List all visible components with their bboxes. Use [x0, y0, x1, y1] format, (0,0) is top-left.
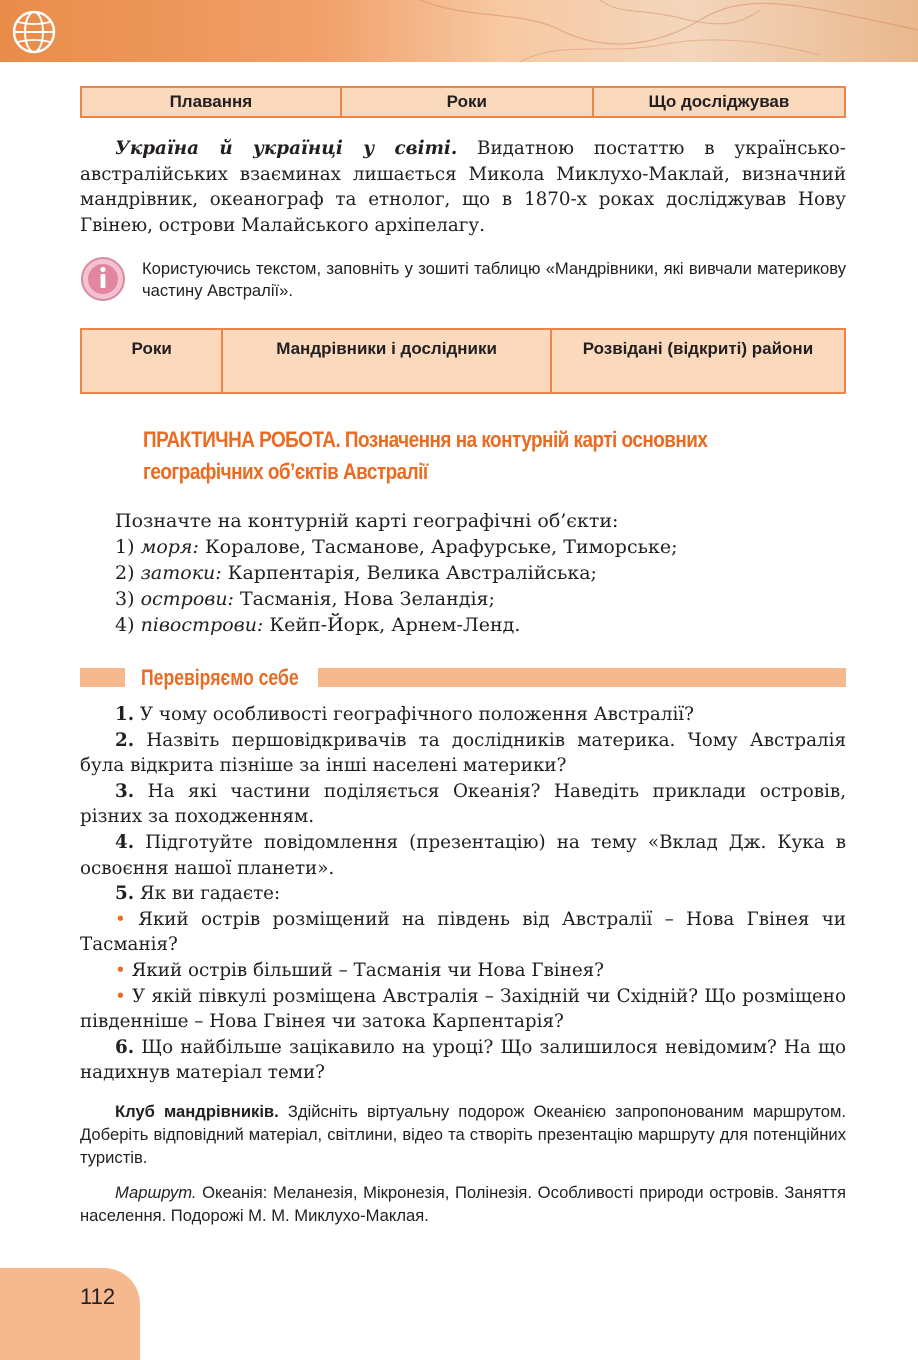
- section-bar-left: [80, 668, 125, 687]
- question: 1. У чому особливості географічного положення Австралії?: [115, 704, 694, 725]
- travellers-club: [80, 1100, 846, 1169]
- column-header-years: Роки: [341, 87, 593, 117]
- practical-tasks: [115, 508, 677, 638]
- self-check-questions: [80, 702, 846, 1086]
- bullet-item: • У якій півкулі розміщена Австралія – Західній чи Східній? Що розміщено південніше – Нова Гвінея чи затока Карпентарія?: [80, 985, 846, 1033]
- bullet-icon: •: [115, 985, 126, 1007]
- self-check-title: Перевіряємо себе: [141, 665, 299, 690]
- question: 5. Як ви гадаєте:: [115, 883, 281, 905]
- voyages-table: [80, 86, 846, 118]
- bullet-icon: •: [115, 959, 126, 981]
- map-decoration: [0, 0, 918, 62]
- section-bar-right: [318, 668, 846, 687]
- ukraine-lead: Україна й українці у світі.: [115, 138, 458, 159]
- task-item: 1) моря: Коралове, Тасманове, Арафурське, Тиморське;: [115, 536, 678, 558]
- route-text: Океанія: Меланезія, Мікронезія, Полінезія. Особливості природи островів. Заняття населення. Подорожі М. М. Миклухо-Маклая.: [80, 1183, 846, 1225]
- ukraine-paragraph: [80, 136, 846, 238]
- travellers-table: [80, 328, 846, 394]
- route: [80, 1181, 846, 1227]
- practical-intro: Позначте на контурній карті географічні об’єкти:: [115, 510, 619, 532]
- bullet-item: • Який острів розміщений на південь від Австралії – Нова Гвінея чи Тасманія?: [80, 908, 846, 956]
- task-item: 2) затоки: Карпентарія, Велика Австралійська;: [115, 562, 597, 584]
- column-header-travellers: Мандрівники і дослідники: [222, 329, 551, 393]
- club-text: Здійсніть віртуальну подорож Океанією запропонованим маршрутом. Доберіть відповідний матеріал, світлини, відео та створіть презентацію маршруту для потенційних туристів.: [80, 1102, 846, 1167]
- column-header-regions: Розвідані (відкриті) райони: [551, 329, 845, 393]
- question: 4. Підготуйте повідомлення (презентацію) на тему «Вклад Дж. Кука в освоєння нашої планети».: [80, 831, 846, 879]
- column-header-explored: Що досліджував: [593, 87, 845, 117]
- practical-title-line1: ПРАКТИЧНА РОБОТА. Позначення на контурній карті основних: [143, 427, 708, 452]
- question: 6. Що найбільше зацікавило на уроці? Що залишилося невідомим? На що надихнув матеріал теми?: [80, 1036, 846, 1084]
- route-label: Маршрут.: [115, 1183, 197, 1202]
- column-header-voyages: Плавання: [81, 87, 341, 117]
- info-text: Користуючись текстом, заповніть у зошиті таблицю «Мандрівники, які вивчали материкову частину Австралії».: [142, 259, 846, 300]
- question: 3. На які частини поділяється Океанія? Наведіть приклади островів, різних за походженням.: [80, 780, 846, 828]
- practical-title-line2: географічних об’єктів Австралії: [143, 459, 428, 484]
- globe-icon: [10, 8, 58, 56]
- bullet-item: • Який острів більший – Тасманія чи Нова Гвінея?: [115, 959, 604, 981]
- bullet-icon: •: [115, 908, 126, 930]
- ukraine-text: Видатною постаттю в українсько-австралійських взаєминах лишається Микола Миклухо-Маклай, визначний мандрівник, океанограф та етнолог, що в 1870-х роках досліджував Нову Гвінею, острови Малайського архіпелагу.: [80, 138, 846, 236]
- question: 2. Назвіть першовідкривачів та дослідників материка. Чому Австралія була відкрита пізніше за інші населені материки?: [80, 729, 846, 777]
- page-number-tab: [0, 1268, 140, 1360]
- club-lead: Клуб мандрівників.: [115, 1102, 279, 1121]
- column-header-years: Роки: [81, 329, 222, 393]
- page-number: 112: [80, 1284, 116, 1309]
- task-item: 3) острови: Тасманія, Нова Зеландія;: [115, 588, 495, 610]
- task-item: 4) півострови: Кейп-Йорк, Арнем-Ленд.: [115, 614, 521, 636]
- info-icon: [80, 256, 126, 302]
